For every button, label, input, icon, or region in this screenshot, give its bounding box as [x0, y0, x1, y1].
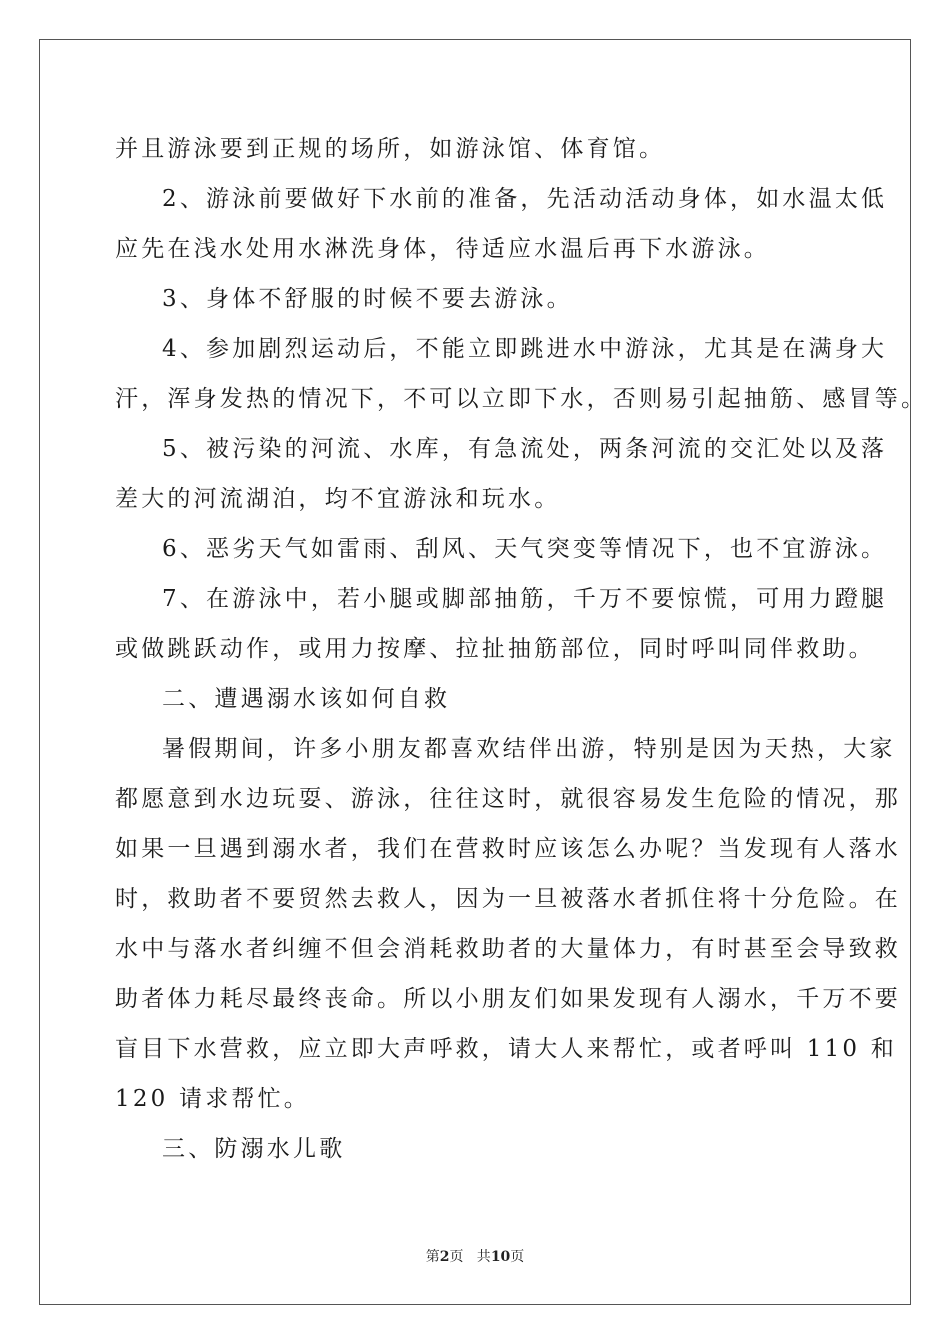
text-line: 5、被污染的河流、水库，有急流处，两条河流的交汇处以及落	[162, 436, 888, 462]
text-line: 助者体力耗尽最终丧命。所以小朋友们如果发现有人溺水，千万不要	[115, 986, 901, 1012]
page-footer	[0, 1247, 950, 1267]
text-line: 120 请求帮忙。	[115, 1086, 311, 1112]
text-line: 差大的河流湖泊，均不宜游泳和玩水。	[115, 486, 561, 512]
text-line: 暑假期间，许多小朋友都喜欢结伴出游，特别是因为天热，大家	[162, 736, 896, 762]
footer-page-prefix: 第	[425, 1249, 440, 1265]
text-line: 7、在游泳中，若小腿或脚部抽筋，千万不要惊慌，可用力蹬腿	[162, 586, 888, 612]
section-heading: 二、遭遇溺水该如何自救	[162, 686, 451, 712]
text-line: 2、游泳前要做好下水前的准备，先活动活动身体，如水温太低	[162, 186, 888, 212]
text-line: 3、身体不舒服的时候不要去游泳。	[162, 286, 573, 312]
text-line: 如果一旦遇到溺水者，我们在营救时应该怎么办呢？当发现有人落水	[115, 836, 901, 862]
footer-total-pages: 10	[490, 1249, 511, 1265]
text-line: 6、恶劣天气如雷雨、刮风、天气突变等情况下，也不宜游泳。	[162, 536, 888, 562]
text-line: 或做跳跃动作，或用力按摩、拉扯抽筋部位，同时呼叫同伴救助。	[115, 636, 875, 662]
text-line: 时，救助者不要贸然去救人，因为一旦被落水者抓住将十分危险。在	[115, 886, 901, 912]
text-line: 汗，浑身发热的情况下，不可以立即下水，否则易引起抽筋、感冒等。	[115, 386, 928, 412]
text-line: 应先在浅水处用水淋洗身体，待适应水温后再下水游泳。	[115, 236, 770, 262]
footer-current-page: 2	[439, 1249, 450, 1265]
text-line: 并且游泳要到正规的场所，如游泳馆、体育馆。	[115, 136, 666, 162]
text-line: 都愿意到水边玩耍、游泳，往往这时，就很容易发生危险的情况，那	[115, 786, 901, 812]
footer-page-suffix: 页	[510, 1249, 525, 1265]
text-line: 水中与落水者纠缠不但会消耗救助者的大量体力，有时甚至会导致救	[115, 936, 901, 962]
text-line: 4、参加剧烈运动后，不能立即跳进水中游泳，尤其是在满身大	[162, 336, 888, 362]
text-line: 盲目下水营救，应立即大声呼救，请大人来帮忙，或者呼叫 110 和	[115, 1036, 897, 1062]
footer-page-mid: 页 共	[449, 1249, 491, 1265]
section-heading: 三、防溺水儿歌	[162, 1136, 346, 1162]
